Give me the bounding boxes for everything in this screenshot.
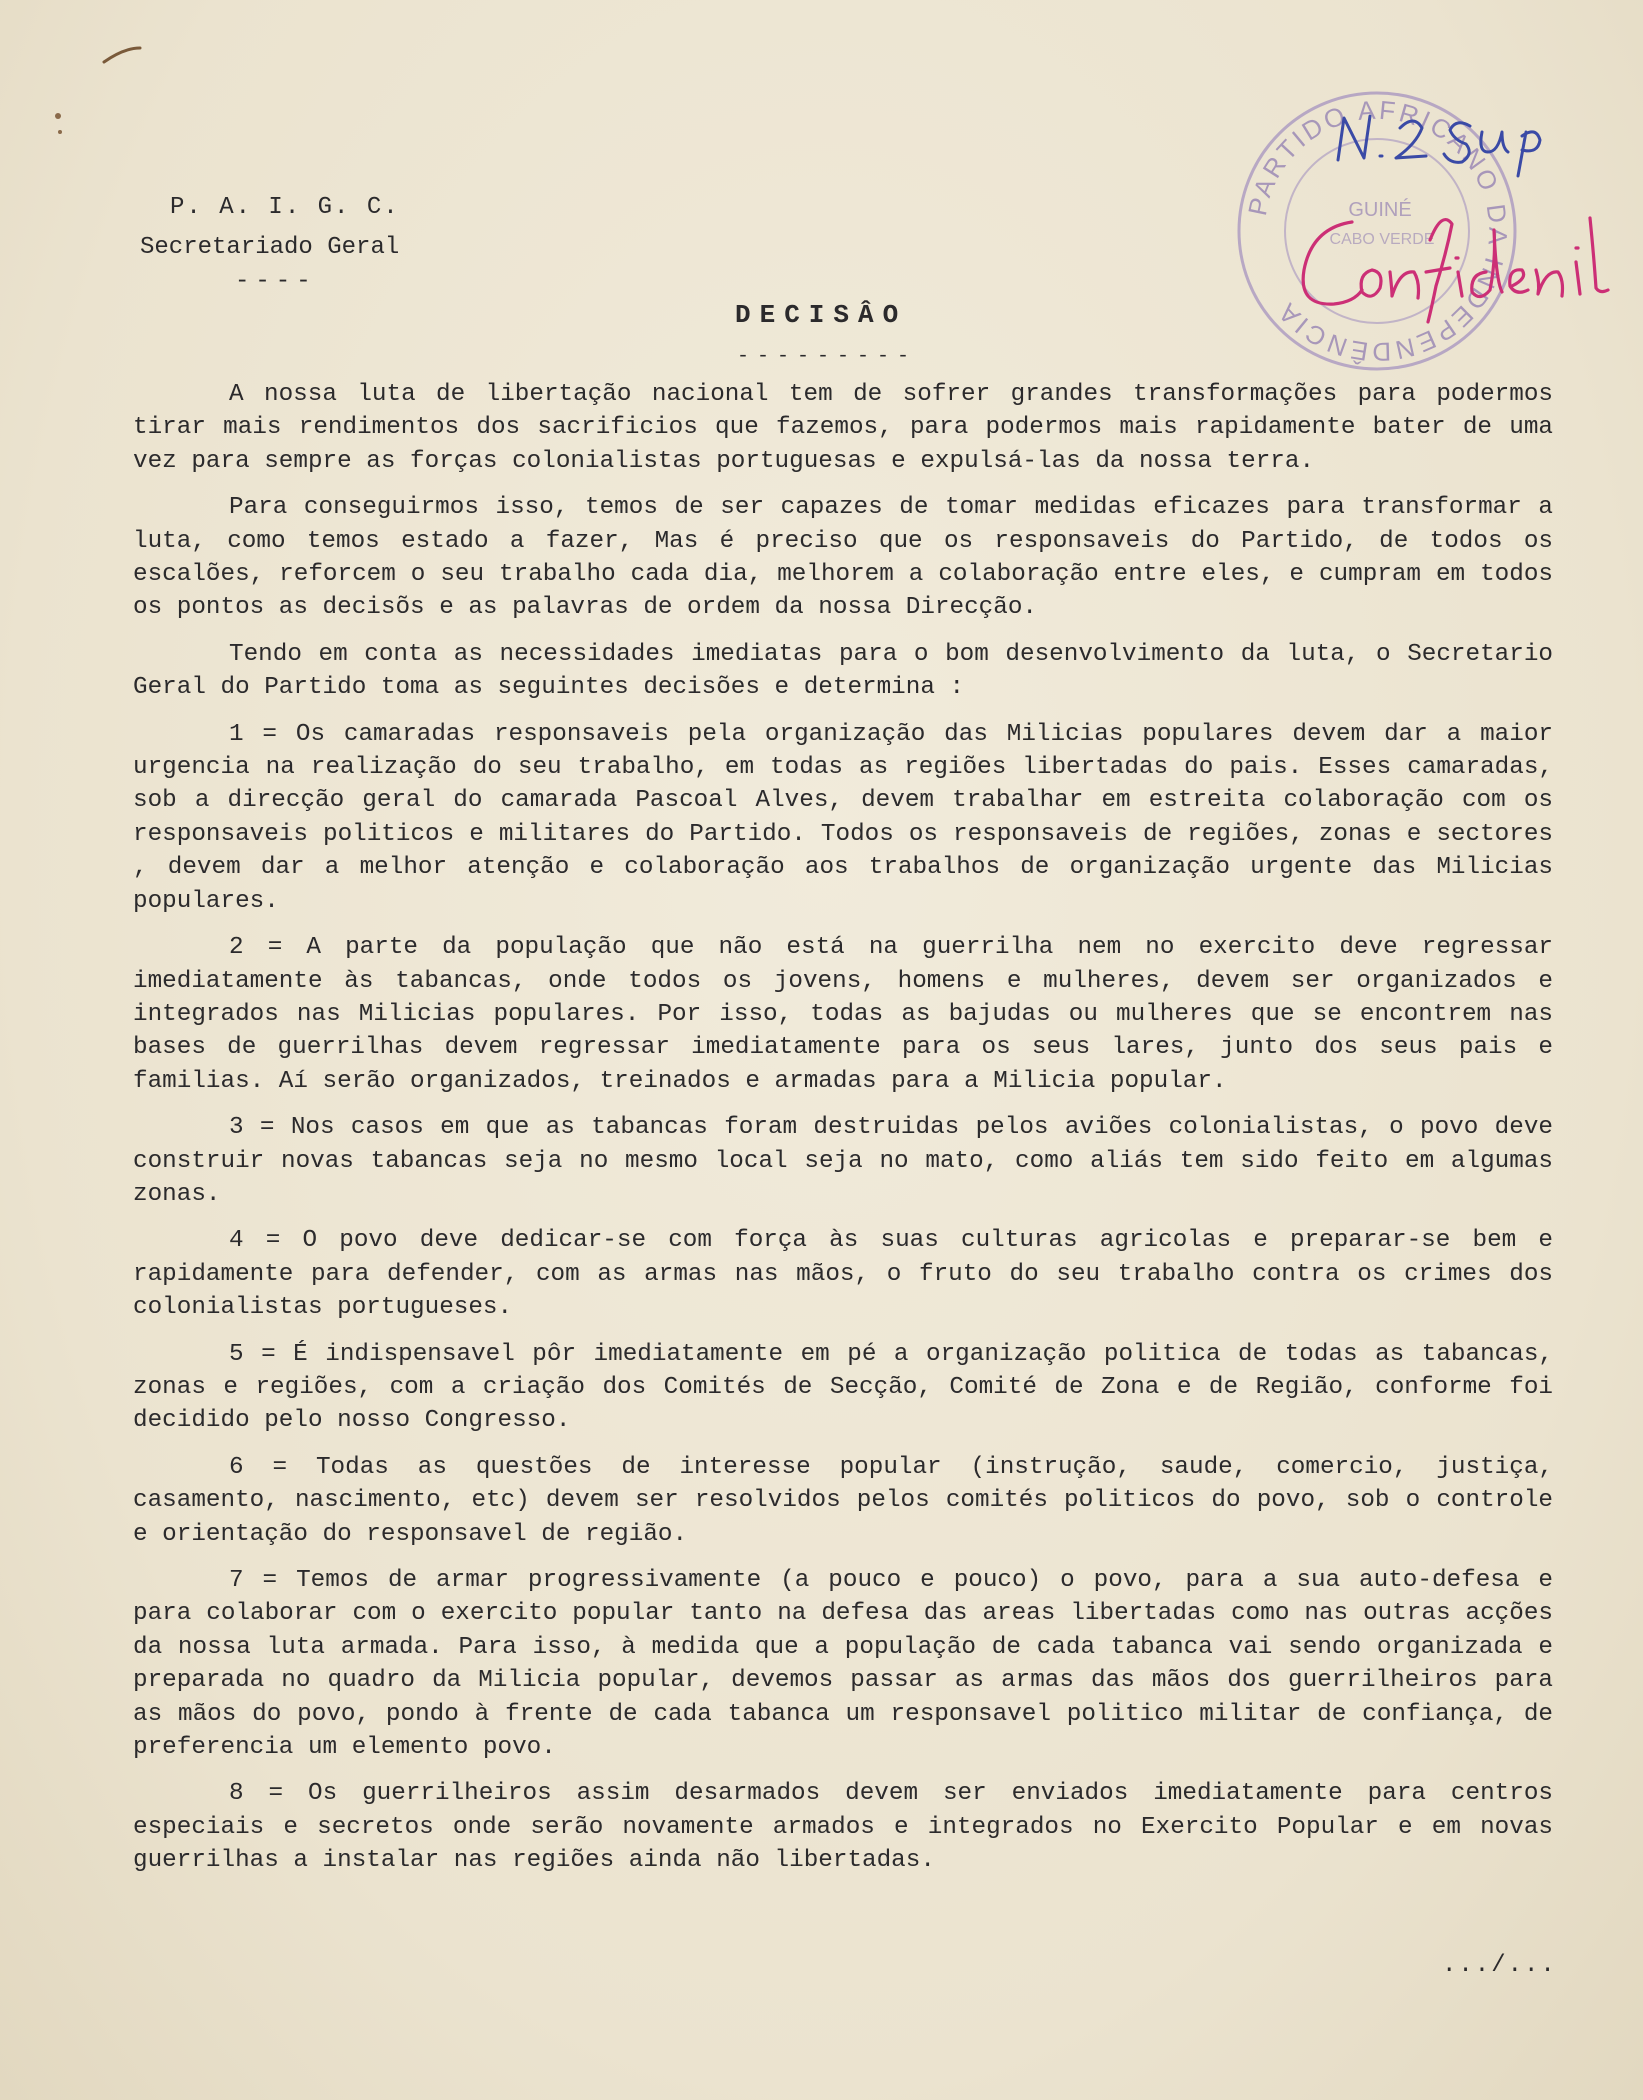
decision-item	[133, 1451, 1553, 1551]
continuation-marker: .../...	[1442, 1952, 1557, 1979]
paragraph-text: 3 = Nos casos em que as tabancas foram destruidas pelos aviões colonialistas, o povo deve construir novas tabancas seja no mesmo local seja no mato, como aliás tem sido feito em algumas zonas.	[133, 1114, 1553, 1208]
handwritten-number	[1330, 88, 1590, 178]
decision-item	[133, 1224, 1553, 1324]
decision-item	[133, 718, 1553, 918]
paragraph-text: 2 = A parte da população que não está na guerrilha nem no exercito deve regressar imediatamente às tabancas, onde todos os jovens, homens e mulheres, devem ser organizados e integrados nas Milicias populares. Por isso, todas as bajudas ou mulheres que se encontrem nas bases de guerrilhas devem regressar imediatamente para os seus lares, junto dos seus pais e familias. Aí serão organizados, treinados e armadas para a Milicia popular.	[133, 934, 1553, 1095]
paragraph-text: 1 = Os camaradas responsaveis pela organização das Milicias populares devem dar a maior urgencia na realização do seu trabalho, em todas as regiões libertadas do pais. Esses camaradas, sob a direcção geral do camarada Pascoal Alves, devem trabalhar em estreita colaboração com os responsaveis politicos e militares do Partido. Todos os responsaveis de regiões, zonas e sectores , devem dar a melhor atenção e colaboração aos trabalhos de organização urgente das Milicias populares.	[133, 720, 1553, 915]
decision-item	[133, 1777, 1553, 1877]
stamp-ring-text: PARTIDO AFRICANO DA INDEPENDÊNCIA	[1242, 94, 1514, 368]
paragraph-text: 4 = O povo deve dedicar-se com força às suas culturas agricolas e preparar-se bem e rapidamente para defender, com as armas nas mãos, o fruto do seu trabalho contra os crimes dos colonialistas portugueses.	[133, 1227, 1553, 1322]
intro-paragraph	[133, 638, 1553, 705]
decision-item	[133, 1111, 1553, 1211]
document-title: DECISÂO	[735, 300, 908, 330]
decision-item	[133, 931, 1553, 1098]
document-body	[133, 378, 1553, 1891]
handwritten-confidential	[1290, 200, 1620, 330]
ink-mark	[40, 40, 150, 150]
organization-name: P. A. I. G. C.	[170, 194, 400, 221]
stamp-center-text-2: CABO VERDE	[1329, 231, 1435, 248]
decision-item	[133, 1338, 1553, 1438]
paragraph-text: A nossa luta de libertação nacional tem de sofrer grandes transformações para podermos tirar mais rendimentos dos sacrificios que fazemos, para podermos mais rapidamente bater de uma vez para sempre as forças colonialistas portuguesas e expulsá-las da nossa terra.	[133, 381, 1553, 475]
intro-paragraph	[133, 378, 1553, 478]
title-underline: ---------	[737, 345, 918, 368]
intro-paragraph	[133, 491, 1553, 625]
header-rule: ----	[235, 268, 317, 295]
paragraph-text: 5 = É indispensavel pôr imediatamente em pé a organização politica de todas as tabancas, zonas e regiões, com a criação dos Comités de Secção, Comité de Zona e de Região, conforme foi decidido pelo nosso Congresso.	[133, 1340, 1553, 1435]
paragraph-text: 6 = Todas as questões de interesse popular (instrução, saude, comercio, justiça, casamento, nascimento, etc) devem ser resolvidos pelos comités politicos do povo, sob o controle e orientação do responsavel de região.	[133, 1453, 1553, 1548]
paragraph-text: 8 = Os guerrilheiros assim desarmados devem ser enviados imediatamente para centros especiais e secretos onde serão novamente armados e integrados no Exercito Popular e em novas guerrilhas a instalar nas regiões ainda não libertadas.	[133, 1780, 1553, 1875]
paragraph-text: 7 = Temos de armar progressivamente (a pouco e pouco) o povo, para a sua auto-defesa e para colaborar com o exercito popular tanto na defesa das areas libertadas como nas outras acções da nossa luta armada. Para isso, à medida que a população de cada tabanca vai sendo organizada e preparada no quadro da Milicia popular, devemos passar as armas das mãos dos guerrilheiros para as mãos do povo, pondo à frente de cada tabanca um responsavel politico militar de confiança, de preferencia um elemento povo.	[133, 1567, 1553, 1762]
department-name: Secretariado Geral	[140, 234, 400, 261]
letterhead	[140, 188, 400, 302]
paragraph-text: Para conseguirmos isso, temos de ser capazes de tomar medidas eficazes para transformar a luta, como temos estado a fazer, Mas é preciso que os responsaveis do Partido, de todos os escalões, reforcem o seu trabalho cada dia, melhorem a colaboração entre eles, e cumpram em todos os pontos as decisõs e as palavras de ordem da nossa Direcção.	[133, 494, 1553, 622]
decision-item	[133, 1564, 1553, 1764]
paragraph-text: Tendo em conta as necessidades imediatas para o bom desenvolvimento da luta, o Secretario Geral do Partido toma as seguintes decisões e determina :	[133, 640, 1553, 702]
stamp-center-text-1: GUINÉ	[1348, 199, 1412, 221]
